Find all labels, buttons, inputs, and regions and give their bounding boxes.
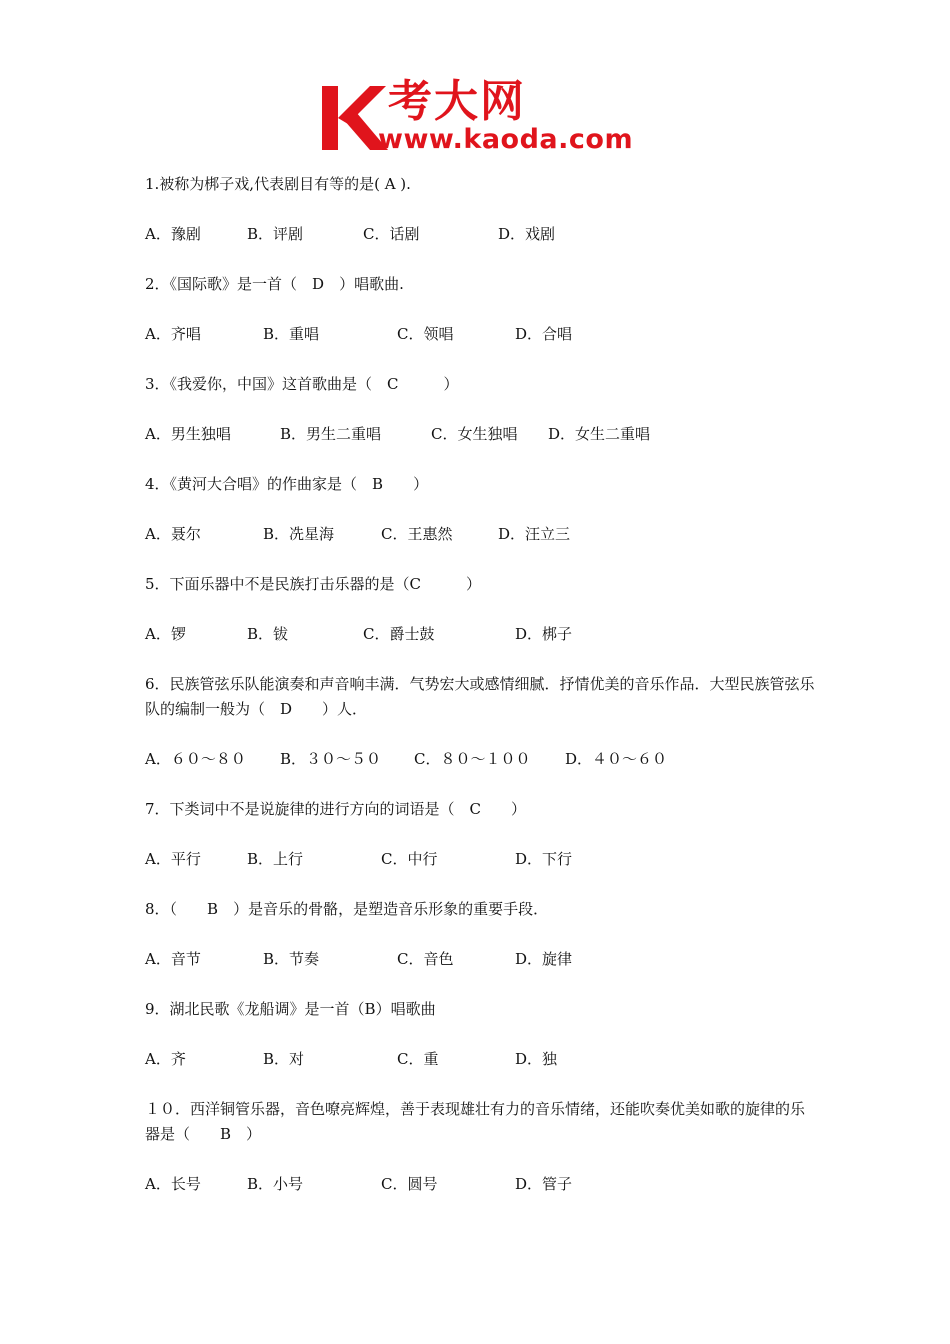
question-list	[145, 172, 815, 1197]
question-6	[145, 672, 815, 797]
question-2	[145, 272, 815, 372]
kaoda-logo	[318, 78, 638, 160]
option-c: C．女生独唱	[431, 425, 518, 443]
option-a: A．聂尔	[145, 525, 201, 543]
option-b: B．评剧	[247, 225, 304, 243]
option-c: C．圆号	[381, 1175, 438, 1193]
option-b: B．３０～５０	[280, 750, 382, 768]
question-options	[145, 222, 815, 247]
logo-url-text: www.kaoda.com	[378, 124, 634, 155]
option-d: D．合唱	[515, 325, 573, 343]
question-text: 6．民族管弦乐队能演奏和声音响丰满．气势宏大或感情细腻．抒情优美的音乐作品．大型民族管弦乐队的编制一般为（ D ）人．	[145, 675, 815, 718]
option-c: C．重	[397, 1050, 439, 1068]
option-a: A．男生独唱	[145, 425, 231, 443]
option-d: D．下行	[515, 850, 573, 868]
question-text: 3．《我爱你，中国》这首歌曲是（ C ）	[145, 375, 459, 393]
option-b: B．男生二重唱	[280, 425, 382, 443]
option-a: A．豫剧	[145, 225, 201, 243]
option-c: C．８０～１００	[414, 750, 531, 768]
logo-chinese-text: 考大网	[388, 76, 526, 127]
option-c: C．领唱	[397, 325, 454, 343]
question-text: 5．下面乐器中不是民族打击乐器的是（C ）	[145, 575, 482, 593]
option-d: D．女生二重唱	[548, 425, 651, 443]
question-9	[145, 997, 815, 1097]
question-options	[145, 622, 815, 647]
question-options	[145, 322, 815, 347]
option-b: B．小号	[247, 1175, 304, 1193]
option-b: B．节奏	[263, 950, 320, 968]
question-text: 9．湖北民歌《龙船调》是一首（B）唱歌曲	[145, 1000, 436, 1018]
question-7	[145, 797, 815, 897]
option-a: A．齐唱	[145, 325, 201, 343]
option-d: D．汪立三	[498, 525, 571, 543]
question-3	[145, 372, 815, 472]
question-text: 7．下类词中不是说旋律的进行方向的词语是（ C ）	[145, 800, 527, 818]
question-options	[145, 747, 815, 772]
option-a: A．音节	[145, 950, 201, 968]
option-a: A．平行	[145, 850, 201, 868]
option-a: A．齐	[145, 1050, 186, 1068]
option-c: C．王惠然	[381, 525, 453, 543]
option-c: C．音色	[397, 950, 454, 968]
option-b: B．对	[263, 1050, 305, 1068]
question-text: 2．《国际歌》是一首（ D ）唱歌曲.	[145, 275, 404, 293]
option-b: B．上行	[247, 850, 304, 868]
question-5	[145, 572, 815, 672]
option-d: D．４０～６０	[565, 750, 668, 768]
option-d: D．戏剧	[498, 225, 556, 243]
option-d: D．旋律	[515, 950, 573, 968]
option-c: C．爵士鼓	[363, 625, 435, 643]
question-options	[145, 847, 815, 872]
option-b: B．重唱	[263, 325, 320, 343]
question-options	[145, 522, 815, 547]
question-text: １０．西洋铜管乐器，音色嘹亮辉煌，善于表现雄壮有力的音乐情绪，还能吹奏优美如歌的旋律的乐器是（ B ）	[145, 1100, 806, 1143]
question-4	[145, 472, 815, 572]
option-c: C．中行	[381, 850, 438, 868]
option-d: D．管子	[515, 1175, 573, 1193]
option-a: A．锣	[145, 625, 186, 643]
option-a: A．６０～８０	[145, 750, 246, 768]
question-options	[145, 1047, 815, 1072]
option-b: B．钹	[247, 625, 289, 643]
question-text: 4．《黄河大合唱》的作曲家是（ B ）	[145, 475, 429, 493]
question-options	[145, 422, 815, 447]
option-b: B．冼星海	[263, 525, 335, 543]
option-d: D．梆子	[515, 625, 573, 643]
question-8	[145, 897, 815, 997]
question-options	[145, 947, 815, 972]
question-10	[145, 1097, 815, 1197]
option-a: A．长号	[145, 1175, 201, 1193]
option-d: D．独	[515, 1050, 558, 1068]
option-c: C．话剧	[363, 225, 420, 243]
question-text: 8．（ B ）是音乐的骨骼，是塑造音乐形象的重要手段．	[145, 900, 549, 918]
question-1	[145, 172, 815, 272]
question-text: 1.被称为梆子戏,代表剧目有等的是( A ).	[145, 175, 411, 193]
question-options	[145, 1172, 815, 1197]
